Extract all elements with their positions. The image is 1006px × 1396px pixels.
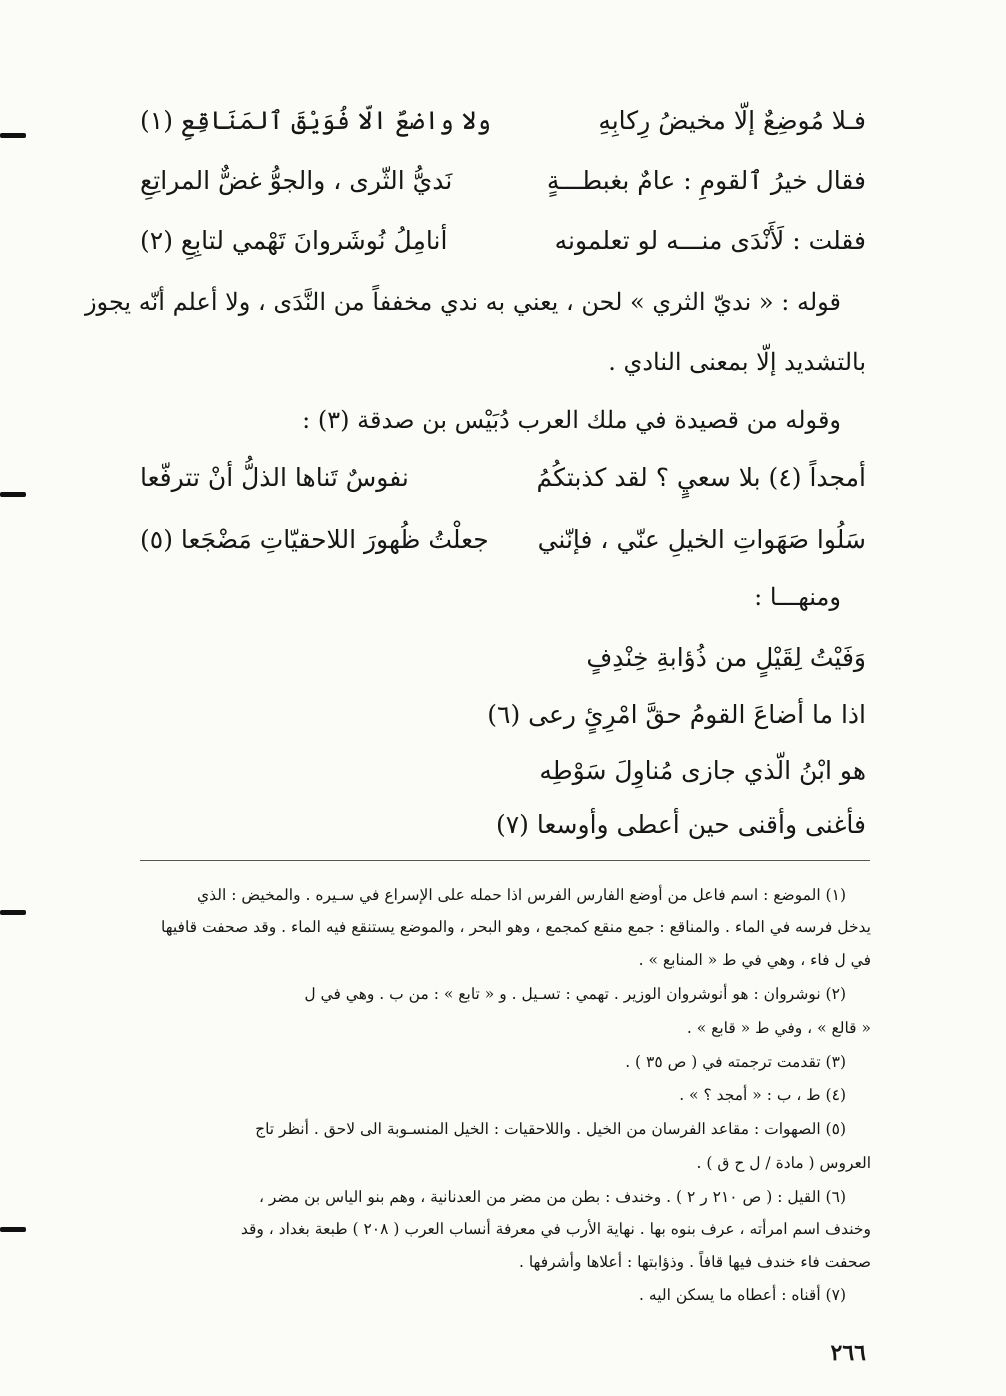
footnote-line: (٥) الصهوات : مقاعد الفرسان من الخيل . واللاحقيات : الخيل المنسـوبة الى لاحق . أنظر تاج (255, 1120, 846, 1138)
footnote-line: العروس ( مادة / ل ح ق ) . (696, 1154, 871, 1172)
footnote-line: « قالع » ، وفي ط « قابع » . (686, 1019, 871, 1037)
commentary-line-3: وقوله من قصيدة في ملك العرب دُبَيْس بن صدقة (٣) : (302, 406, 841, 434)
footnote-divider (140, 860, 870, 861)
verse-6-line: وَفَيْتُ لِقَيْلٍ من ذُؤابةِ خِنْدِفٍ (586, 643, 866, 672)
verse-7-line: اذا ما أضاعَ القومُ حقَّ امْرِئٍ رعى (٦) (487, 700, 866, 729)
edge-mark (0, 133, 26, 138)
verse-3-second-hemistich: أنامِلُ نُوشَروانَ تَهْمي لتابِعِ (٢) (140, 226, 448, 255)
verse-2-second-hemistich: نَديُّ الثّرى ، والجوُّ غضٌّ المراتِعِ (140, 166, 453, 195)
verse-9-line: فأغنى وأقنى حين أعطى وأوسعا (٧) (495, 810, 866, 839)
verse-1-first-hemistich: فـلا مُوضِعٌ إلّا مخيضُ رِكابِهِ (598, 106, 866, 135)
section-label: ومنهـــا : (754, 583, 841, 611)
verse-5-second-hemistich: جعلْتُ ظُهورَ اللاحقيّاتِ مَضْجَعا (٥) (140, 525, 489, 554)
verse-1-second-hemistich: ولا واضعٌ الّا فُوَيْقَ ٱلمَنَاقِعِ (١) (140, 106, 492, 135)
footnote-line: (٧) أقناه : أعطاه ما يسكن اليه . (639, 1286, 846, 1304)
verse-8-line: هو ابْنُ الّذي جازى مُناوِلَ سَوْطِه (539, 756, 866, 785)
verse-2-first-hemistich: فقال خيرُ ٱلقومِ : عامٌ بغبطـــةٍ (546, 166, 866, 195)
page-number: ٢٦٦ (830, 1340, 866, 1366)
verse-4-second-hemistich: نفوسٌ تَناها الذلُّ أنْ تترفّعا (140, 463, 409, 492)
edge-mark (0, 492, 26, 497)
verse-3-first-hemistich: فقلت : لَأَنْدَى منـــه لو تعلمونه (554, 226, 866, 255)
footnote-line: (٦) القيل : ( ص ٢١٠ ر ٢ ) . وخندف : بطن من مضر من العدنانية ، وهم بنو الياس بن مضر ، (258, 1188, 846, 1206)
footnote-line: (٤) ط ، ب : « أمجد ؟ » . (679, 1086, 846, 1104)
footnote-line: (١) الموضع : اسم فاعل من أوضع الفارس الفرس اذا حمله على الإسراع في سـيره . والمخيض : الذي (197, 886, 846, 904)
footnote-line: (٣) تقدمت ترجمته في ( ص ٣٥ ) . (625, 1053, 846, 1071)
footnote-line: صحفت فاء خندف فيها قافاً . وذؤابتها : أعلاها وأشرفها . (518, 1253, 871, 1271)
footnote-line: يدخل فرسه في الماء . والمناقع : جمع منقع كمجمع ، وهو البحر ، والموضع يستنقع فيه الماء . وقد صحفت قافيها (160, 918, 871, 936)
footnote-line: وخندف اسم امرأته ، عرف بنوه بها . نهاية الأرب في معرفة أنساب العرب ( ٢٠٨ ) طبعة بغداد ، وقد (240, 1220, 871, 1238)
footnote-line: في ل فاء ، وهي في ط « المنابع » . (638, 951, 871, 969)
footnote-line: (٢) نوشروان : هو أنوشروان الوزير . تهمي : تسـيل . و « تابع » : من ب . وهي في ل (304, 985, 846, 1003)
edge-mark (0, 910, 26, 915)
commentary-line-2: بالتشديد إلّا بمعنى النادي . (608, 348, 866, 376)
edge-mark (0, 1227, 26, 1232)
commentary-line-1: قوله : « نديّ الثري » لحن ، يعني به ندي مخففاً من النَّدَى ، ولا أعلم أنّه يجوز (84, 288, 841, 316)
verse-4-first-hemistich: أمجداً (٤) بلا سعيٍ ؟ لقد كذبتكُمُ (536, 463, 866, 492)
verse-5-first-hemistich: سَلُوا صَهَواتِ الخيلِ عنّي ، فإنّني (537, 525, 866, 554)
